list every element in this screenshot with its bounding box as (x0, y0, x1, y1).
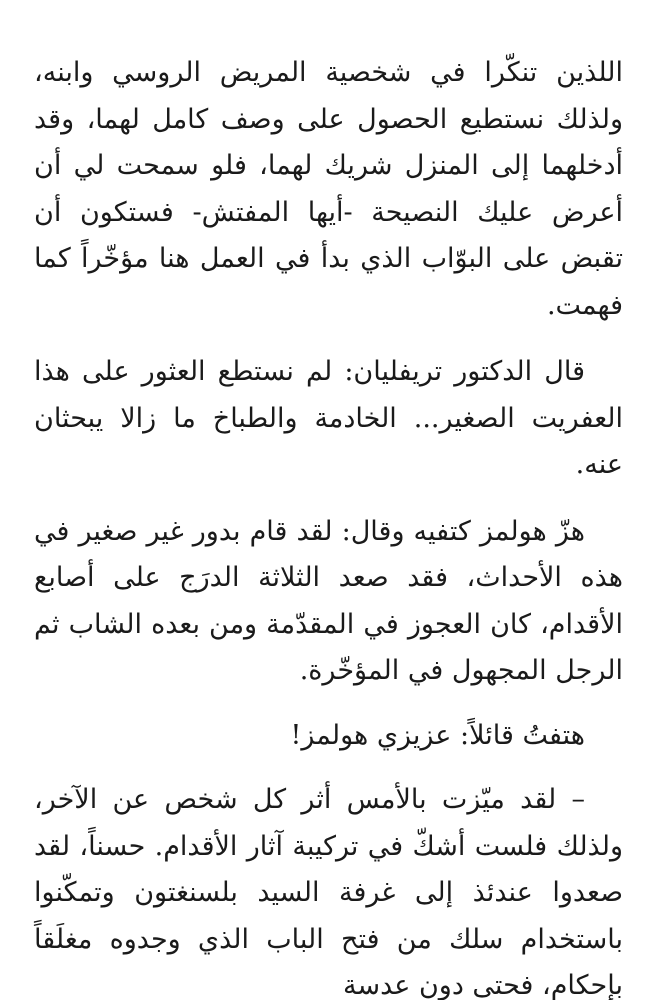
paragraph-2: قال الدكتور تريفليان: لم نستطع العثور على هذا العفريت الصغير... الخادمة والطباخ ما زالا يبحثان عنه. (34, 356, 623, 480)
paragraph-1: اللذين تنكّرا في شخصية المريض الروسي وابنه، ولذلك نستطيع الحصول على وصف كامل لهما، وقد أدخلهما إلى المنزل شريك لهما، فلو سمحت لي أن أعرض عليك النصيحة -أيها المفتش- فستكون أن تقبض على البوّاب الذي بدأ في العمل هنا مؤخّراً كما فهمت. (34, 57, 623, 321)
paragraph-5: – لقد ميّزت بالأمس أثر كل شخص عن الآخر، ولذلك فلست أشكّ في تركيبة آثار الأقدام. حسناً، لقد صعدوا عندئذ إلى غرفة السيد بلسنغتون وتمكّنوا باستخدام سلك من فتح الباب الذي وجدوه مغلَقاً بإحكام، فحتى دون عدسة (34, 784, 623, 1000)
paragraph-3: هزّ هولمز كتفيه وقال: لقد قام بدور غير صغير في هذه الأحداث، فقد صعد الثلاثة الدرَج على أصابع الأقدام، كان العجوز في المقدّمة ومن بعده الشاب ثم الرجل المجهول في المؤخّرة. (34, 515, 623, 686)
paragraph-4: هتفتُ قائلاً: عزيزي هولمز! (290, 719, 585, 751)
